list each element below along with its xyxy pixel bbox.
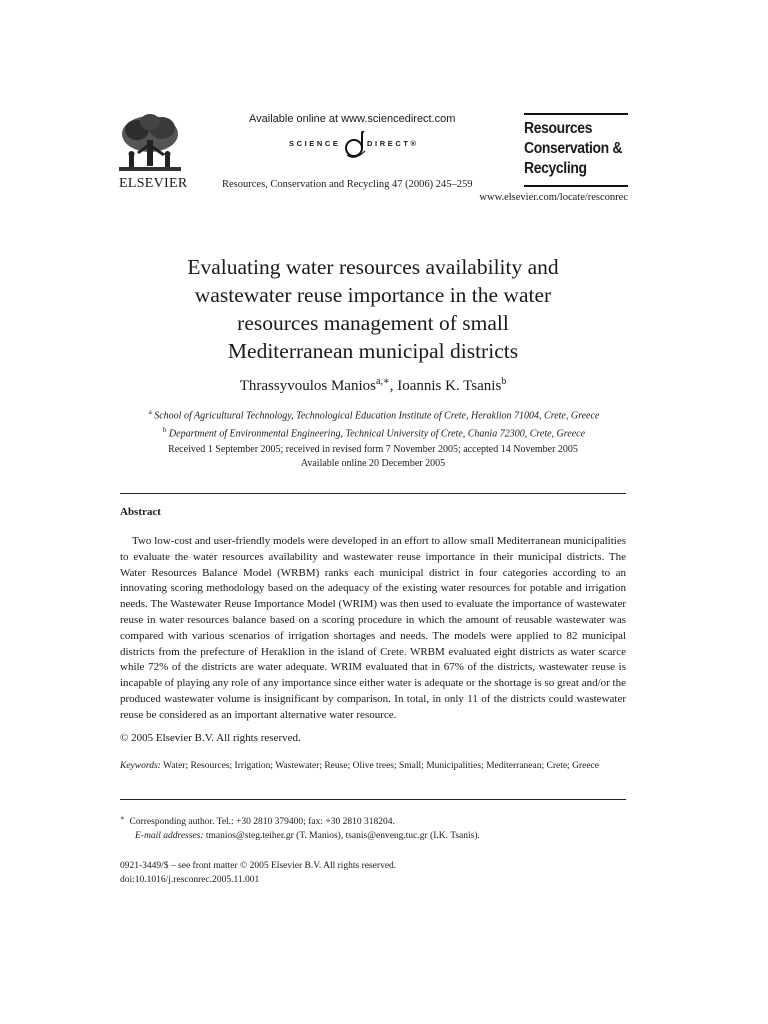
issn-line: 0921-3449/$ – see front matter © 2005 Elsevier B.V. All rights reserved. xyxy=(120,861,397,871)
title-line3: resources management of small xyxy=(237,311,509,335)
author-2-affil[interactable]: b xyxy=(501,376,507,387)
title-line2: wastewater reuse importance in the water xyxy=(194,283,552,307)
available-online-date: Available online 20 December 2005 xyxy=(300,458,446,469)
keywords-label: Keywords: xyxy=(120,761,161,771)
abstract-text: Two low-cost and user-friendly models were developed in an effort to allow small Mediterranean municipalities to evaluate the water resources availability and wastewater reuse importance in their municipal districts. The Water Resources Balance Model (WRBM) ranks each municipal district in four categories according to an innovating scoring methodology based on the adequacy of the existing water resources for potable and irrigation needs. The Wastewater Reuse Importance Model (WRIM) was then used to evaluate the importance of wastewater reuse in water resources balance based on a scoring procedure in which the amount of reusable wastewater was compared with various scenarios of irrigation shortages and needs. The models were applied to 82 municipal districts from the prefecture of Heraklion in the island of Crete. WRBM evaluated eight districts as water scarce while 72% of the districts are water adequate. WRIM evaluated that in 67% of the districts, wastewater reuse is incapable of playing any role of any importance since either water is adequate or the shortage is so great and/or the produced wastewater volume is insignificant by comparison. In total, in only 11 of the districts could wastewater reuse be considered as an important alternative water resource. xyxy=(120,535,626,721)
journal-name xyxy=(524,119,623,179)
divider-bottom xyxy=(120,799,626,800)
author-list xyxy=(120,376,626,395)
affiliation-a xyxy=(114,405,634,423)
journal-url[interactable]: www.elsevier.com/locate/resconrec xyxy=(479,192,628,203)
sciencedirect-d-icon xyxy=(343,131,367,159)
sciencedirect-right-text: DIRECT® xyxy=(367,139,419,148)
affiliation-b-text: Department of Environmental Engineering, Technical University of Crete, Chania 72300, Crete, Greece xyxy=(168,428,586,440)
affiliation-b xyxy=(114,423,634,441)
footnote-mark: ∗ xyxy=(120,814,125,822)
title-line1: Evaluating water resources availability and xyxy=(187,255,559,279)
title-line4: Mediterranean municipal districts xyxy=(227,339,519,363)
front-matter xyxy=(120,859,396,887)
affiliations xyxy=(114,405,634,442)
journal-citation: Resources, Conservation and Recycling 47 (2006) 245–259 xyxy=(222,179,473,190)
affiliation-a-text: School of Agricultural Technology, Technological Education Institute of Crete, Heraklion 71004, Crete, Greece xyxy=(154,410,600,422)
email-line xyxy=(120,829,626,843)
author-2: Ioannis K. Tsanis xyxy=(397,378,502,394)
divider-top xyxy=(120,493,626,494)
available-online-text[interactable]: Available online at www.sciencedirect.com xyxy=(249,113,456,125)
keywords xyxy=(120,759,626,773)
journal-name-line3: Recycling xyxy=(524,160,587,177)
sciencedirect-logo xyxy=(289,131,421,161)
email-label: E-mail addresses: xyxy=(135,831,204,842)
publisher-name: ELSEVIER xyxy=(119,176,188,191)
email-addresses[interactable]: tmanios@steg.teiher.gr (T. Manios), tsanis@enveng.tuc.gr (I.K. Tsanis). xyxy=(205,831,480,842)
author-separator: , xyxy=(389,378,398,394)
sciencedirect-left-text: SCIENCE xyxy=(289,139,341,148)
article-title xyxy=(120,253,626,365)
corresponding-author-text: Corresponding author. Tel.: +30 2810 379400; fax: +30 2810 318204. xyxy=(129,817,395,828)
article-dates xyxy=(120,443,626,471)
abstract-body xyxy=(120,534,626,724)
corresponding-author-footnote xyxy=(120,811,626,843)
abstract-heading: Abstract xyxy=(120,506,161,518)
affiliation-a-mark: a xyxy=(148,408,152,416)
affiliation-b-mark: b xyxy=(162,426,167,435)
journal-name-line2: Conservation & xyxy=(524,140,623,157)
author-1-affil[interactable]: a,∗ xyxy=(375,376,390,387)
keywords-list: Water; Resources; Irrigation; Wastewater; Reuse; Olive trees; Small; Municipalities; Mediterranean; Crete; Greece xyxy=(163,761,599,771)
journal-rule-bottom xyxy=(524,185,628,187)
received-dates: Received 1 September 2005; received in revised form 7 November 2005; accepted 14 November 2005 xyxy=(168,444,578,455)
doi-line[interactable]: doi:10.1016/j.resconrec.2005.11.001 xyxy=(120,875,260,885)
journal-rule-top xyxy=(524,113,628,115)
corresponding-author-line xyxy=(120,811,626,829)
abstract-copyright: © 2005 Elsevier B.V. All rights reserved. xyxy=(120,732,301,744)
journal-name-line1: Resources xyxy=(524,120,593,137)
elsevier-tree-logo xyxy=(117,112,183,176)
author-1: Thrassyvoulos Manios xyxy=(239,378,376,394)
